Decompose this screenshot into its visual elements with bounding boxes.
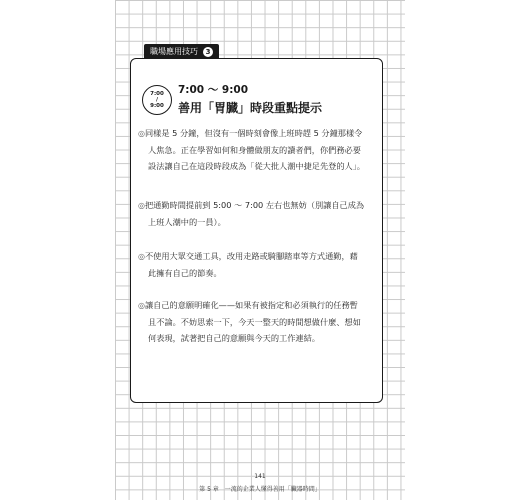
bullet-mark-icon: ◎ (138, 252, 145, 261)
clock-start: 7:00 (150, 91, 164, 97)
clock-icon (142, 85, 172, 115)
page-number: 141 (254, 473, 266, 480)
tip-line: 把通勤時間提前到 5:00 ～ 7:00 左右也無妨（別讓自己成為 (144, 200, 365, 210)
tip-item (138, 125, 378, 174)
tip-line: 同樣是 5 分鐘，但沒有一個時刻會像上班時趕 5 分鐘那樣令 (144, 128, 363, 138)
section-tag-label: 職場應用技巧 (150, 47, 198, 56)
tip-item (138, 297, 378, 346)
page-title: 善用「胃臓」時段重點提示 (178, 101, 323, 115)
title-time-range: 7:00 ～ 9:00 (178, 84, 249, 96)
bullet-mark-icon: ◎ (138, 301, 145, 310)
tip-line: 讓自己的意願明確化——如果有被指定和必須執行的任務暫 (144, 300, 358, 310)
tip-line: 不使用大眾交通工具，改用走路或騎腳踏車等方式通勤，藉 (144, 251, 358, 261)
tip-line: 設法讓自己在這段時段成為「從大批人潮中捷足先登的人」。 (148, 161, 365, 171)
tip-line: 何表現，試著把自己的意願與今天的工作連結。 (148, 333, 320, 343)
chapter-footer: 第 5 章 一流的企業人懂得善用「臟器時間」 (199, 486, 321, 493)
section-tag (144, 44, 219, 59)
tip-item (138, 197, 378, 230)
tip-item (138, 248, 378, 281)
tip-line: 此擁有自己的節奏。 (148, 268, 222, 278)
tip-line: 人焦急。正在學習如何和身體做朋友的讀者們，你們務必要 (148, 145, 361, 155)
section-tag-number: 3 (203, 47, 213, 57)
clock-sep: / (155, 97, 158, 103)
bullet-mark-icon: ◎ (138, 201, 145, 210)
clock-end: 9:00 (150, 103, 164, 109)
tip-line: 上班人潮中的一員）。 (148, 217, 226, 227)
bullet-mark-icon: ◎ (138, 129, 145, 138)
tip-line: 且不論。不妨思索一下，今天一整天的時間想做什麼、想如 (148, 317, 361, 327)
